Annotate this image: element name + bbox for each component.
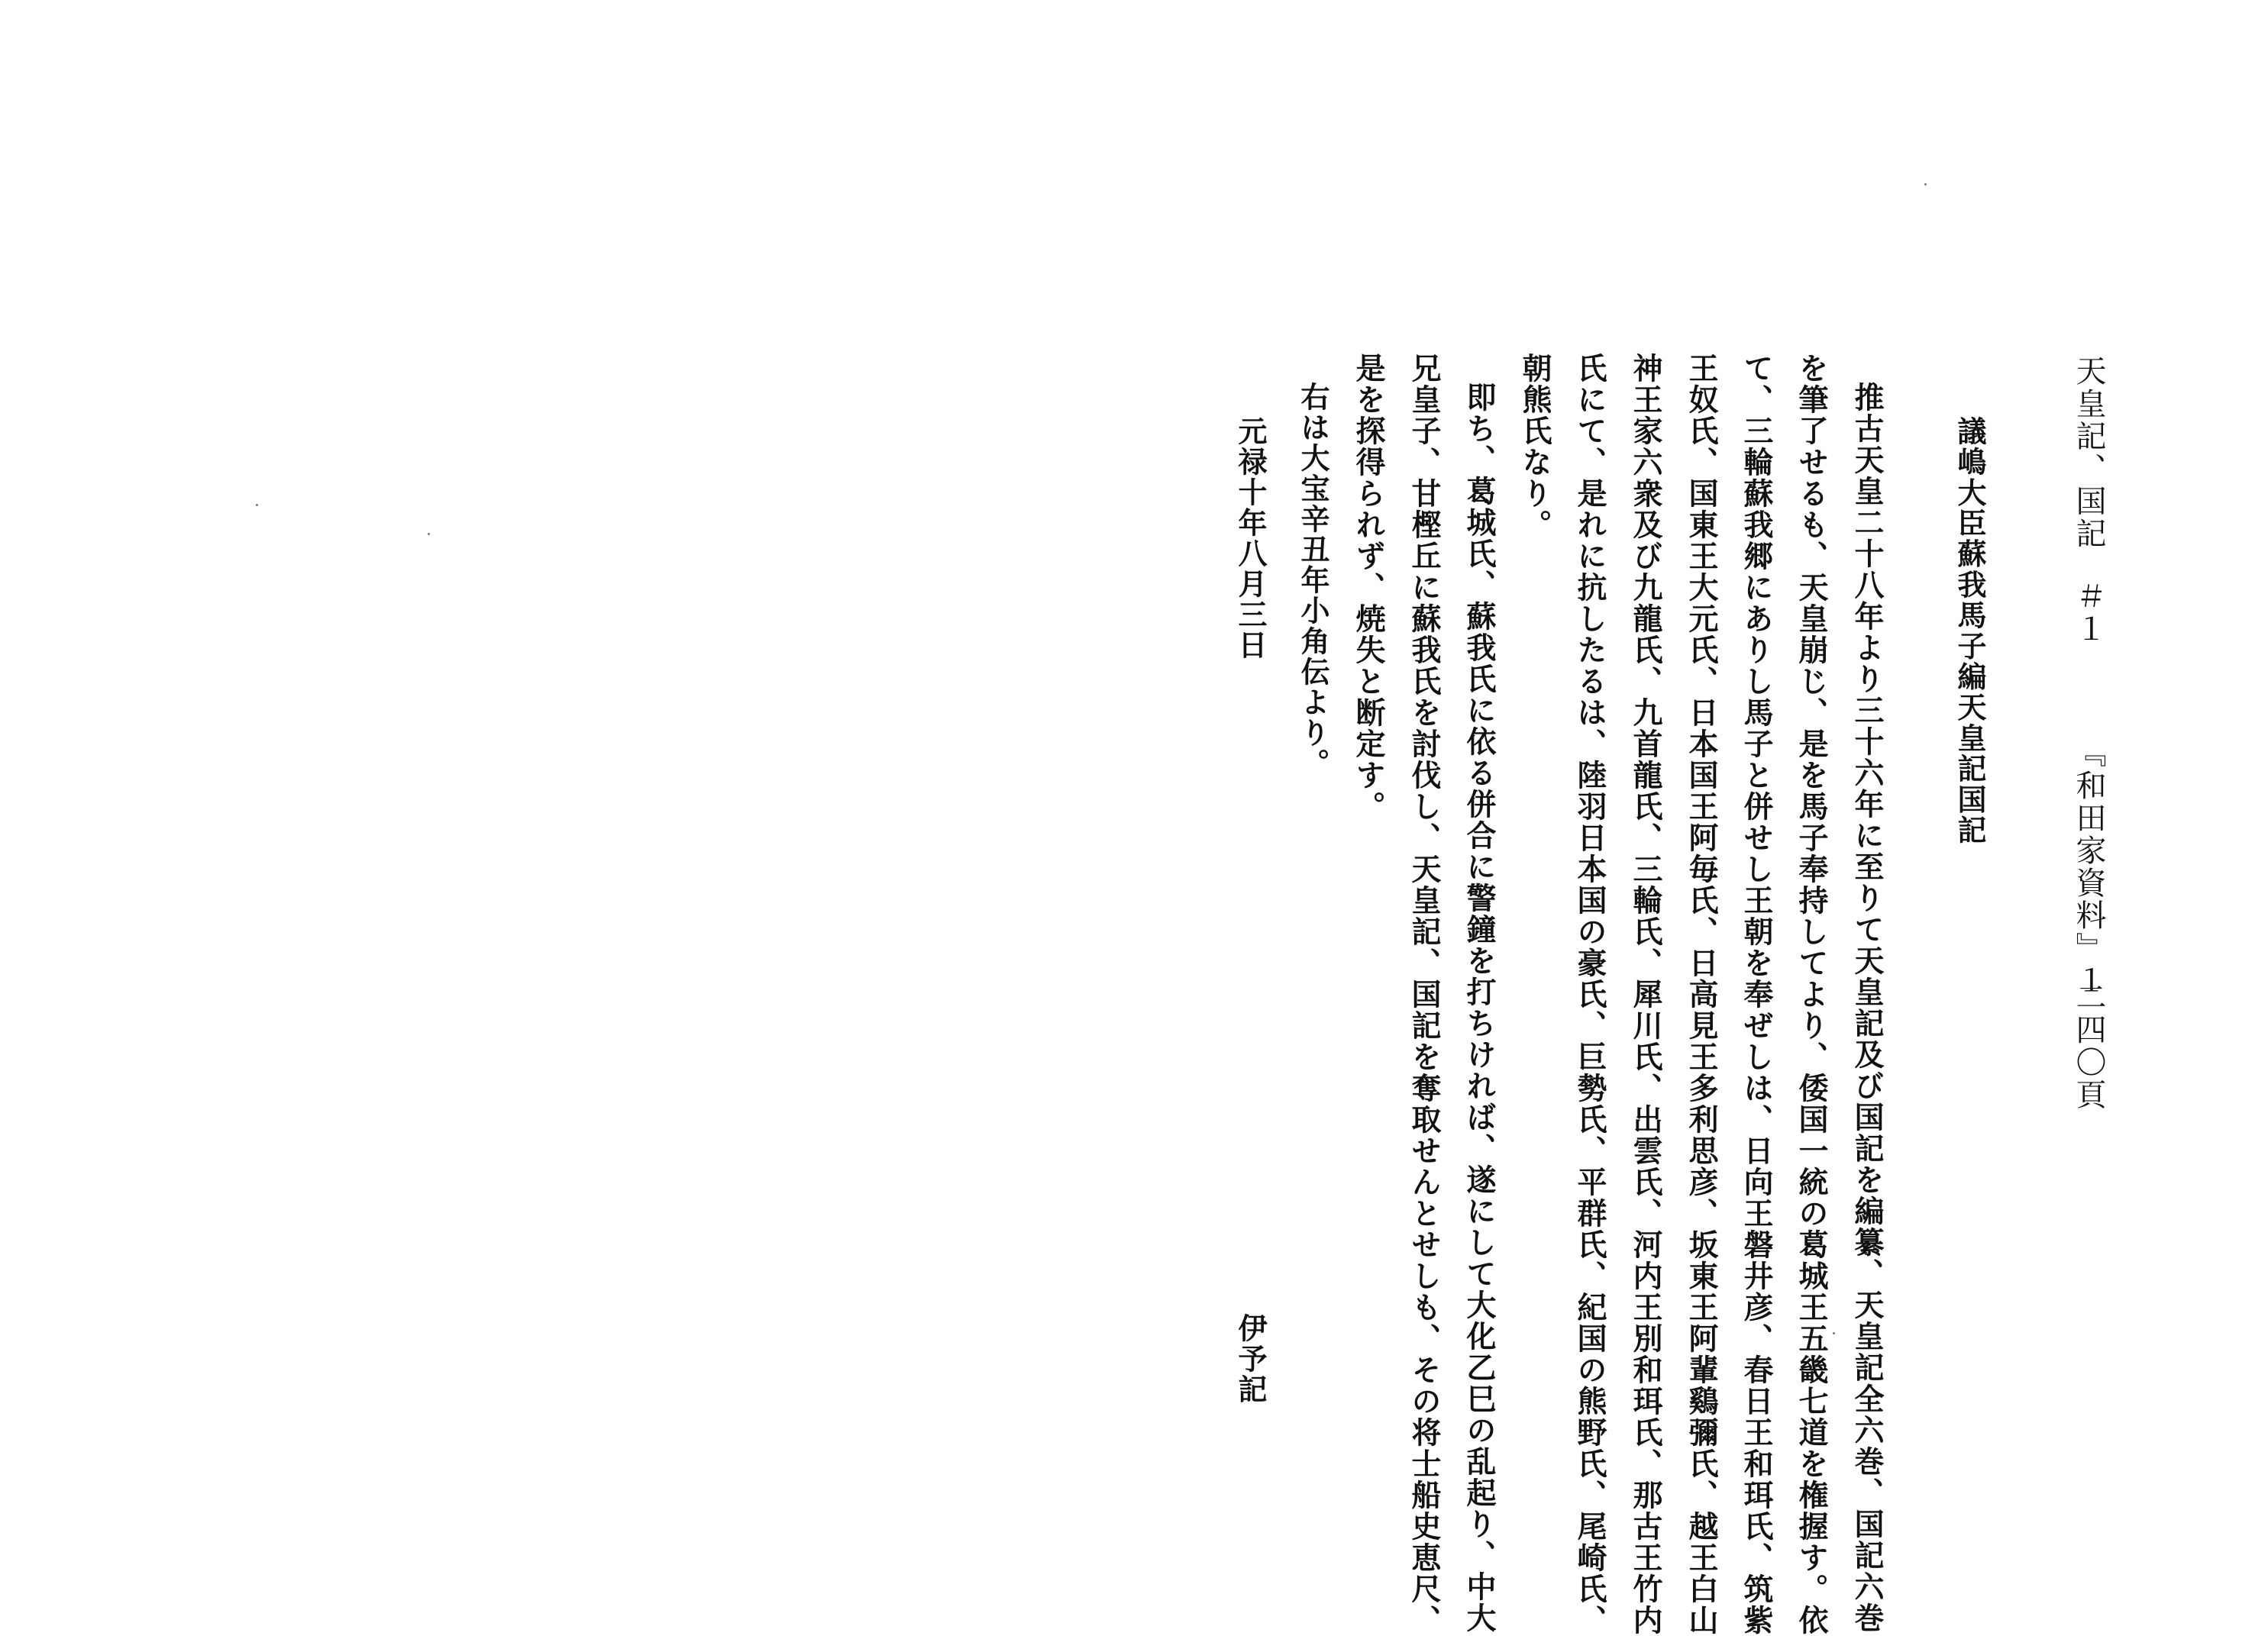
header-source: 『和田家資料』１	[2071, 737, 2106, 997]
header-title: 天皇記、国記	[2071, 355, 2106, 550]
body-line: て、三輪蘇我郷にありし馬子と併せし王朝を奉ぜしは、日向王磐井彦、春日王和珥氏、筑紫	[1739, 353, 1774, 1636]
body-line: 兄皇子、甘樫丘に蘇我氏を討伐し、天皇記、国記を奪取せんとせしも、その将士船史恵尺、	[1407, 353, 1442, 1636]
document-title: 議嶋大臣蘇我馬子編天皇記国記	[1953, 416, 1987, 846]
scan-speck	[428, 533, 430, 535]
author-signature: 伊予記	[1233, 1313, 1268, 1405]
document-date: 元禄十年八月三日	[1233, 416, 1268, 660]
body-line: 氏にて、是れに抗したるは、陸羽日本国の豪氏、巨勢氏、平群氏、紀国の熊野氏、尾崎氏、	[1572, 353, 1607, 1636]
body-line: 神王家六衆及び九龍氏、九首龍氏、三輪氏、犀川氏、出雲氏、河内王別和珥氏、那古王竹内	[1628, 353, 1663, 1636]
header-page: 二四〇頁	[2071, 981, 2106, 1112]
header-number: ＃１	[2071, 580, 2106, 646]
body-line: 即ち、葛城氏、蘇我氏に依る併合に警鐘を打ちければ、遂にして大化乙巳の乱起り、中大	[1462, 382, 1497, 1634]
body-line: 王奴氏、国東王大元氏、日本国王阿毎氏、日高見王多利思彦、坂東王阿輩鷄彌氏、越王白山	[1684, 353, 1719, 1636]
body-line: 是を探得られず、焼失と断定す。	[1351, 353, 1386, 822]
source-note: 右は大宝辛丑年小角伝より。	[1296, 382, 1330, 779]
scan-speck	[1833, 1332, 1835, 1334]
body-line: を筆了せるも、天皇崩じ、是を馬子奉持してより、倭国一統の葛城王五畿七道を権握す。依	[1794, 353, 1829, 1636]
body-line: 推古天皇二十八年より三十六年に至りて天皇記及び国記を編纂、天皇記全六巻、国記六巻	[1850, 382, 1885, 1634]
body-line: 朝熊氏なり。	[1517, 353, 1552, 540]
scan-speck	[1924, 183, 1927, 186]
scan-speck	[256, 504, 258, 506]
